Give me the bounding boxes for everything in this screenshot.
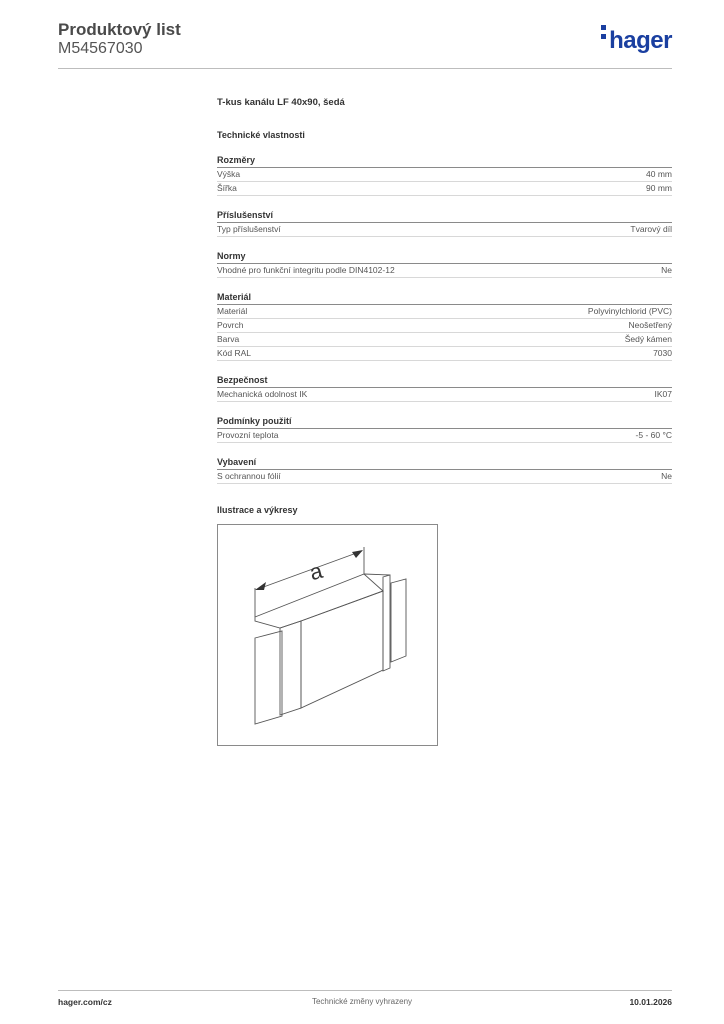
spec-row (217, 168, 672, 182)
tech-heading: Technické vlastnosti (217, 130, 305, 140)
spec-group (217, 250, 672, 278)
spec-group (217, 374, 672, 402)
spec-row (217, 319, 672, 333)
spec-row (217, 347, 672, 361)
left-collar (280, 621, 301, 715)
spec-value: Šedý kámen (624, 334, 672, 344)
footer-divider (58, 990, 672, 991)
spec-label: Materiál (217, 306, 248, 316)
product-code: M54567030 (58, 40, 143, 57)
spec-label: Povrch (217, 320, 244, 330)
spec-label: Mechanická odolnost IK (217, 389, 308, 399)
spec-value: Neošetřený (628, 320, 672, 330)
hager-logo (601, 28, 672, 54)
spec-group (217, 456, 672, 484)
spec-group-title: Materiál (217, 291, 672, 305)
spec-group (217, 291, 672, 361)
header-divider (58, 68, 672, 69)
spec-value: IK07 (654, 389, 672, 399)
spec-group-title: Rozměry (217, 154, 672, 168)
spec-row (217, 388, 672, 402)
dimension-arrow-left (255, 582, 266, 590)
page-title: Produktový list (58, 20, 181, 39)
left-end-face (255, 631, 282, 724)
footer-website-link[interactable]: hager.com/cz (58, 997, 112, 1007)
spec-group-title: Normy (217, 250, 672, 264)
tee-piece-drawing (218, 525, 439, 747)
spec-groups (217, 154, 672, 484)
spec-row (217, 470, 672, 484)
spec-label: Vhodné pro funkční integritu podle DIN4102-12 (217, 265, 395, 275)
dimension-arrow-right (352, 550, 363, 558)
right-collar (383, 575, 390, 671)
spec-label: Barva (217, 334, 240, 344)
spec-group (217, 415, 672, 443)
spec-value: Ne (661, 471, 672, 481)
spec-label: Typ příslušenství (217, 224, 281, 234)
footer-notice: Technické změny vyhrazeny (311, 997, 413, 1006)
illustration-heading: Ilustrace a výkresy (217, 505, 298, 515)
logo-text: hager (609, 27, 672, 54)
spec-value: -5 - 60 °C (635, 430, 672, 440)
spec-label: Provozní teplota (217, 430, 279, 440)
spec-value: 90 mm (646, 183, 672, 193)
spec-group-title: Podmínky použití (217, 415, 672, 429)
content (217, 96, 672, 746)
spec-row (217, 182, 672, 196)
spec-row (217, 429, 672, 443)
right-end-face (391, 579, 406, 662)
spec-group-title: Bezpečnost (217, 374, 672, 388)
spec-group (217, 209, 672, 237)
logo-colon-icon (601, 34, 607, 48)
spec-value: 7030 (653, 348, 672, 358)
spec-row (217, 264, 672, 278)
footer-date: 10.01.2026 (629, 997, 672, 1007)
spec-value: Ne (661, 265, 672, 275)
body-front (301, 591, 383, 708)
spec-group (217, 154, 672, 196)
spec-group-title: Vybavení (217, 456, 672, 470)
spec-row (217, 223, 672, 237)
spec-value: 40 mm (646, 169, 672, 179)
spec-value: Polyvinylchlorid (PVC) (587, 306, 672, 316)
spec-value: Tvarový díl (630, 224, 672, 234)
illustration-frame (217, 524, 438, 746)
dimension-label: a (306, 557, 326, 586)
product-name: T-kus kanálu LF 40x90, šedá (217, 97, 345, 108)
spec-label: Kód RAL (217, 348, 252, 358)
spec-label: Výška (217, 169, 241, 179)
spec-group-title: Příslušenství (217, 209, 672, 223)
spec-row (217, 305, 672, 319)
spec-label: Šířka (217, 183, 237, 193)
spec-label: S ochrannou fólií (217, 471, 281, 481)
spec-row (217, 333, 672, 347)
